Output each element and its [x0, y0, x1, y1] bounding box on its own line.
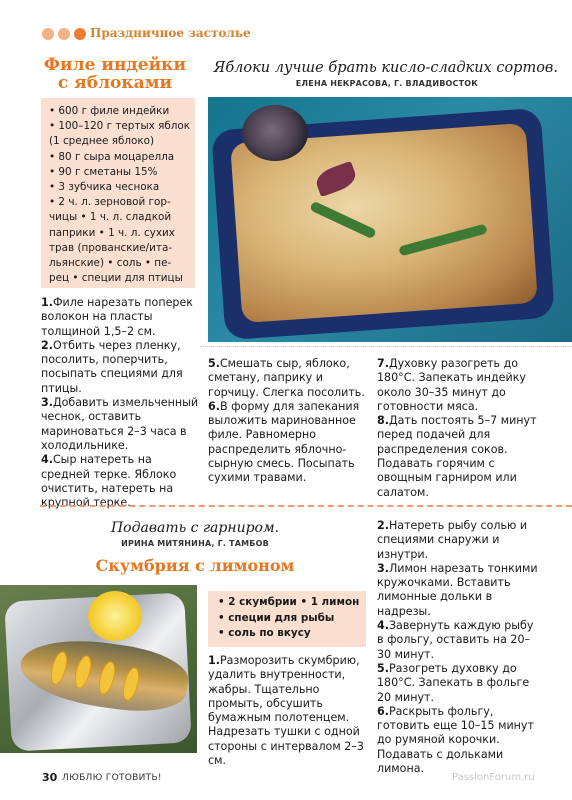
step-text: Разогреть духовку до 180°С. Запекать в фольге 20 минут.	[377, 661, 530, 704]
page-number: 30	[42, 771, 58, 784]
step-number: 1.	[208, 654, 220, 667]
divider-line	[200, 346, 572, 347]
spice-bowl	[242, 105, 308, 161]
recipe2-author: ИРИНА МИТЯНИНА, Г. ТАМБОВ	[121, 539, 269, 548]
step-number: 5.	[208, 357, 220, 370]
recipe-step	[41, 453, 201, 510]
step-number: 2.	[41, 338, 53, 352]
ingredient-line: • 600 г филе индейки	[49, 105, 170, 117]
step-text: Духовку разогреть до 180°С. Запекать индейку около 30–35 минут до готовности мяса.	[377, 357, 526, 413]
step-text: Натереть рыбу солью и специями снаружи и изнутри.	[377, 519, 528, 561]
ingredient-line: • 80 г сыра моцарелла	[49, 150, 175, 163]
step-text: Смешать сыр, яблоко, сметану, паприку и горчицу. Слегка посолить.	[208, 357, 365, 399]
step-text: В форму для запекания выложить маринованное филе. Равномерно распределить яблочно-сырную смесь. Посыпать сухими травами.	[208, 399, 360, 485]
watermark: PassionForum.ru	[452, 772, 535, 783]
step-number: 5.	[377, 661, 389, 675]
step-text: Разморозить скумбрию, удалить внутренности, жабры. Тщательно промыть, обсушить бумажным полотенцем. Надрезать тушки с одной стороны с интервалом 2–3 см.	[208, 654, 364, 768]
recipe-step	[377, 357, 539, 414]
step-number: 3.	[41, 396, 53, 410]
lemon-icon	[88, 591, 142, 641]
ingredient-line: льянские) • соль • пе-	[49, 257, 172, 270]
recipe1-quote: Яблоки лучше брать кисло-сладких сортов.	[213, 60, 558, 76]
ingredient-line: • 3 зубчика чеснока	[49, 181, 160, 194]
ingredient-line: (1 среднее яблоко)	[49, 135, 155, 148]
recipe-step	[377, 705, 541, 776]
dot-icon	[74, 28, 86, 40]
step-text: Дать постоять 5–7 минут перед подачей для распределения соков. Подавать горячим с овощным гарниром или салатом.	[377, 414, 537, 499]
recipe-step	[41, 296, 201, 339]
step-number: 4.	[377, 619, 389, 633]
ingredient-line: трав (прованские/ита-	[49, 241, 173, 254]
ingredient-line: • 2 ч. л. зерновой гор-	[49, 196, 171, 209]
recipe1-photo	[208, 97, 572, 342]
ingredient-line: • соль по вкусу	[218, 627, 311, 640]
step-number: 6.	[208, 399, 220, 413]
recipe1-steps-col2	[208, 357, 370, 486]
recipe2-ingredients	[208, 591, 366, 647]
recipe1-steps-col1	[41, 296, 201, 510]
recipe1-author: ЕЛЕНА НЕКРАСОВА, Г. ВЛАДИВОСТОК	[295, 79, 478, 88]
recipe-step	[377, 414, 539, 500]
recipe-step	[377, 662, 541, 705]
section-label: Праздничное застолье	[90, 26, 251, 40]
step-number: 8.	[377, 414, 389, 428]
ingredient-line: • 100–120 г тертых яблок	[49, 120, 191, 133]
recipe1-title-line: Филе индейки	[43, 55, 187, 75]
ingredient-line: чицы • 1 ч. л. сладкой	[49, 211, 172, 224]
recipe-step	[208, 400, 370, 486]
recipe1-title	[30, 56, 200, 92]
recipe-step	[208, 654, 370, 768]
recipe-divider	[40, 505, 572, 507]
step-number: 3.	[377, 561, 389, 575]
step-number: 2.	[377, 519, 389, 532]
recipe1-ingredients	[41, 98, 195, 288]
recipe-step	[208, 357, 370, 400]
recipe2-title: Скумбрия с лимоном	[95, 556, 295, 575]
step-number: 1.	[41, 296, 53, 309]
recipe-step	[377, 562, 541, 619]
magazine-name: ЛЮБЛЮ ГОТОВИТЬ!	[62, 773, 162, 783]
recipe1-title-line: с яблоками	[57, 73, 173, 93]
dot-icon	[58, 28, 70, 40]
recipe1-steps-col3	[377, 357, 539, 500]
recipe2-steps-col1	[208, 654, 370, 768]
step-text: Добавить измельченный чеснок, оставить мариноваться 2–3 часа в холодильнике.	[41, 396, 199, 452]
ingredient-line: • 90 г сметаны 15%	[49, 165, 158, 178]
recipe-step	[41, 339, 201, 396]
step-text: Завернуть каждую рыбу в фольгу, оставить на 20–30 минут.	[377, 619, 534, 661]
step-number: 4.	[41, 453, 53, 467]
step-text: Лимон нарезать тонкими кружочками. Вставить лимонные дольки в надрезы.	[377, 561, 538, 618]
section-dots	[42, 28, 86, 40]
step-number: 6.	[377, 704, 389, 718]
step-text: Раскрыть фольгу, готовить еще 10–15 минут до румяной корочки. Подавать с дольками лимона.	[377, 704, 534, 776]
recipe-step	[377, 619, 541, 662]
recipe-step	[377, 519, 541, 562]
step-text: Отбить через пленку, посолить, поперчить, посыпать специями для птицы.	[41, 338, 183, 395]
step-text: Филе нарезать поперек волокон на пласты толщиной 1,5–2 см.	[41, 296, 193, 338]
dot-icon	[42, 28, 54, 40]
ingredient-line: • специи для рыбы	[218, 611, 335, 624]
recipe2-quote: Подавать с гарниром.	[110, 520, 280, 536]
ingredient-line: паприки • 1 ч. л. сухих	[49, 226, 175, 239]
recipe2-photo	[0, 585, 197, 753]
step-number: 7.	[377, 357, 389, 370]
recipe-step	[41, 396, 201, 453]
ingredient-line: • 2 скумбрии • 1 лимон	[218, 596, 360, 608]
ingredient-line: рец • специи для птицы	[49, 272, 183, 285]
step-text: Сыр натереть на средней терке. Яблоко очистить, натереть на крупной терке.	[41, 453, 177, 510]
recipe2-steps-col2	[377, 519, 541, 776]
